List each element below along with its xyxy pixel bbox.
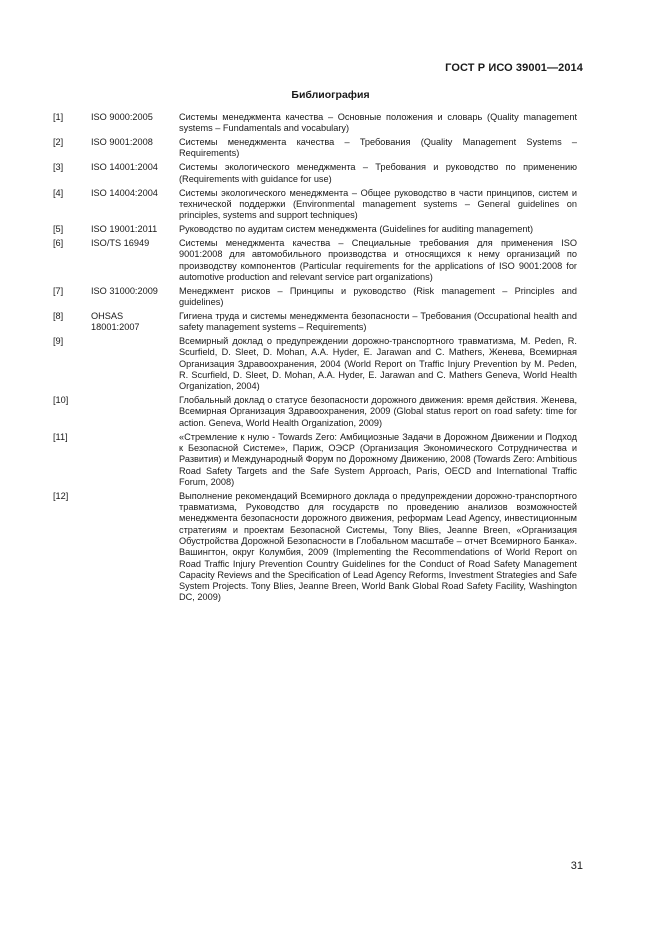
entry-text: Руководство по аудитам систем менеджмента (Guidelines for auditing management) <box>179 224 534 235</box>
entry-text: Всемирный доклад о предупреждении дорожно-транспортного травматизма, M. Peden, R. Scurfield, D. Sleet, D. Mohan, A.A. Hyder, E. Jarawan and C. Mathers, Женева, Всемирная Организация Здравоохранения, 2004 (World Report on Traffic Injury Prevention by M. Peden, R. Scurfield, D. Sleet, D. Mohan, A.A. Hyder, E. Jarawan and C. Mathers Geneva, World Health Organization, 2004) <box>179 336 577 392</box>
entry-number: [12] <box>53 490 69 501</box>
entry-text: Выполнение рекомендаций Всемирного доклада о предупреждении дорожно-транспортного травматизма, Руководство для государств по проведению анализов возможностей менеджмента безопасности дорожного движения, реформам Lead Agency, инвестиционным стратегиям и проектам Безопасной Системы, Tony Blies, Jeanne Breen, «Организация Обустройства Дорожной Безопасности в Глобальном масштабе – отчет Всемирного Банка». Вашингтон, округ Колумбия, 2009 (Implementing the Recommendations of World Report on Road Traffic Injury Prevention Country Guidelines for the Conduct of Road Safety Management Capacity Reviews and the Specification of Lead Agency Reforms, Investment Strategies and Safe System Projects. Tony Blies, Jeanne Breen, World Bank Global Road Safety Facility, Washington DC, 2009) <box>179 490 577 603</box>
entry-number: [3] <box>53 162 64 173</box>
bibliography-entry <box>53 432 577 488</box>
bibliography-entry <box>53 188 577 222</box>
entry-number: [6] <box>53 237 64 248</box>
entry-text: Глобальный доклад о статусе безопасности дорожного движения: время действия. Женева, Всемирная Организация Здравоохранения, 2009 (Global status report on road safety: time for action. Geneva, World Health Organization, 2009) <box>179 395 577 428</box>
entry-text: Гигиена труда и системы менеджмента безопасности – Требования (Occupational health and safety management systems – Requirements) <box>179 310 577 333</box>
bibliography-entry <box>53 395 577 429</box>
entry-code: ISO/TS 16949 <box>91 237 150 248</box>
entry-code: ISO 31000:2009 <box>91 285 158 296</box>
bibliography-entry <box>53 311 577 334</box>
entry-code: ISO 19001:2011 <box>91 224 158 235</box>
bibliography-entry <box>53 224 577 235</box>
document-code: ГОСТ Р ИСО 39001—2014 <box>445 62 583 74</box>
entry-number: [7] <box>53 285 64 296</box>
entry-text: Системы экологического менеджмента – Общее руководство в части принципов, систем и технической поддержки (Environmental management systems – General guidelines on principles, systems and support techniques) <box>179 187 577 221</box>
bibliography-entry <box>53 286 577 309</box>
entry-text: Менеджмент рисков – Принципы и руководство (Risk management – Principles and guidelines) <box>179 285 577 308</box>
entry-code: ISO 14004:2004 <box>91 187 158 198</box>
entry-code: ISO 14001:2004 <box>91 162 158 173</box>
entry-code: ISO 9001:2008 <box>91 137 153 148</box>
bibliography-entry <box>53 238 577 283</box>
entry-code: ISO 9000:2005 <box>91 112 153 122</box>
bibliography-entry <box>53 112 577 135</box>
entry-number: [1] <box>53 112 64 122</box>
entry-number: [2] <box>53 137 64 148</box>
entry-code <box>91 432 179 488</box>
entry-text: «Стремление к нулю - Towards Zero: Амбициозные Задачи в Дорожном Движении и Подход к Безопасной Системе», Париж, ОЭСР (Организация Экономического Сотрудничества и Развития) и Международный Форум по Дорожному Движению, 2008 (Towards Zero: Ambitious Road Safety Targets and the Safe System Approach, Paris, OECD and International Traffic Forum, 2008) <box>179 431 577 487</box>
entry-number: [5] <box>53 224 64 235</box>
bibliography-title: Библиография <box>291 89 370 101</box>
entry-code <box>91 395 179 429</box>
page-number: 31 <box>570 860 583 872</box>
bibliography-entry <box>53 137 577 160</box>
entry-code: OHSAS 18001:2007 <box>91 310 140 333</box>
entry-number: [9] <box>53 336 64 347</box>
entry-text: Системы менеджмента качества – Специальные требования для применения ISO 9001:2008 для автомобильного производства и относящихся к нему организаций по производству компонентов (Particular requirements for the applications of ISO 9001:2008 for automotive production and relevant service part organizations) <box>179 237 577 282</box>
entry-number: [4] <box>53 187 64 198</box>
bibliography-entry <box>53 336 577 392</box>
bibliography-entry <box>53 491 577 604</box>
entry-code <box>91 336 179 392</box>
entry-number: [11] <box>53 431 68 442</box>
entry-number: [10] <box>53 395 69 406</box>
entry-text: Системы экологического менеджмента – Требования и руководство по применению (Requirements with guidance for use) <box>179 162 577 184</box>
entry-number: [8] <box>53 310 64 321</box>
entry-code <box>91 491 179 604</box>
entry-text: Системы менеджмента качества – Требования (Quality Management Systems – Requirements) <box>179 137 577 159</box>
bibliography-list <box>53 112 577 606</box>
entry-text: Системы менеджмента качества – Основные положения и словарь (Quality management systems – Fundamentals and vocabulary) <box>179 112 577 134</box>
bibliography-entry <box>53 162 577 185</box>
